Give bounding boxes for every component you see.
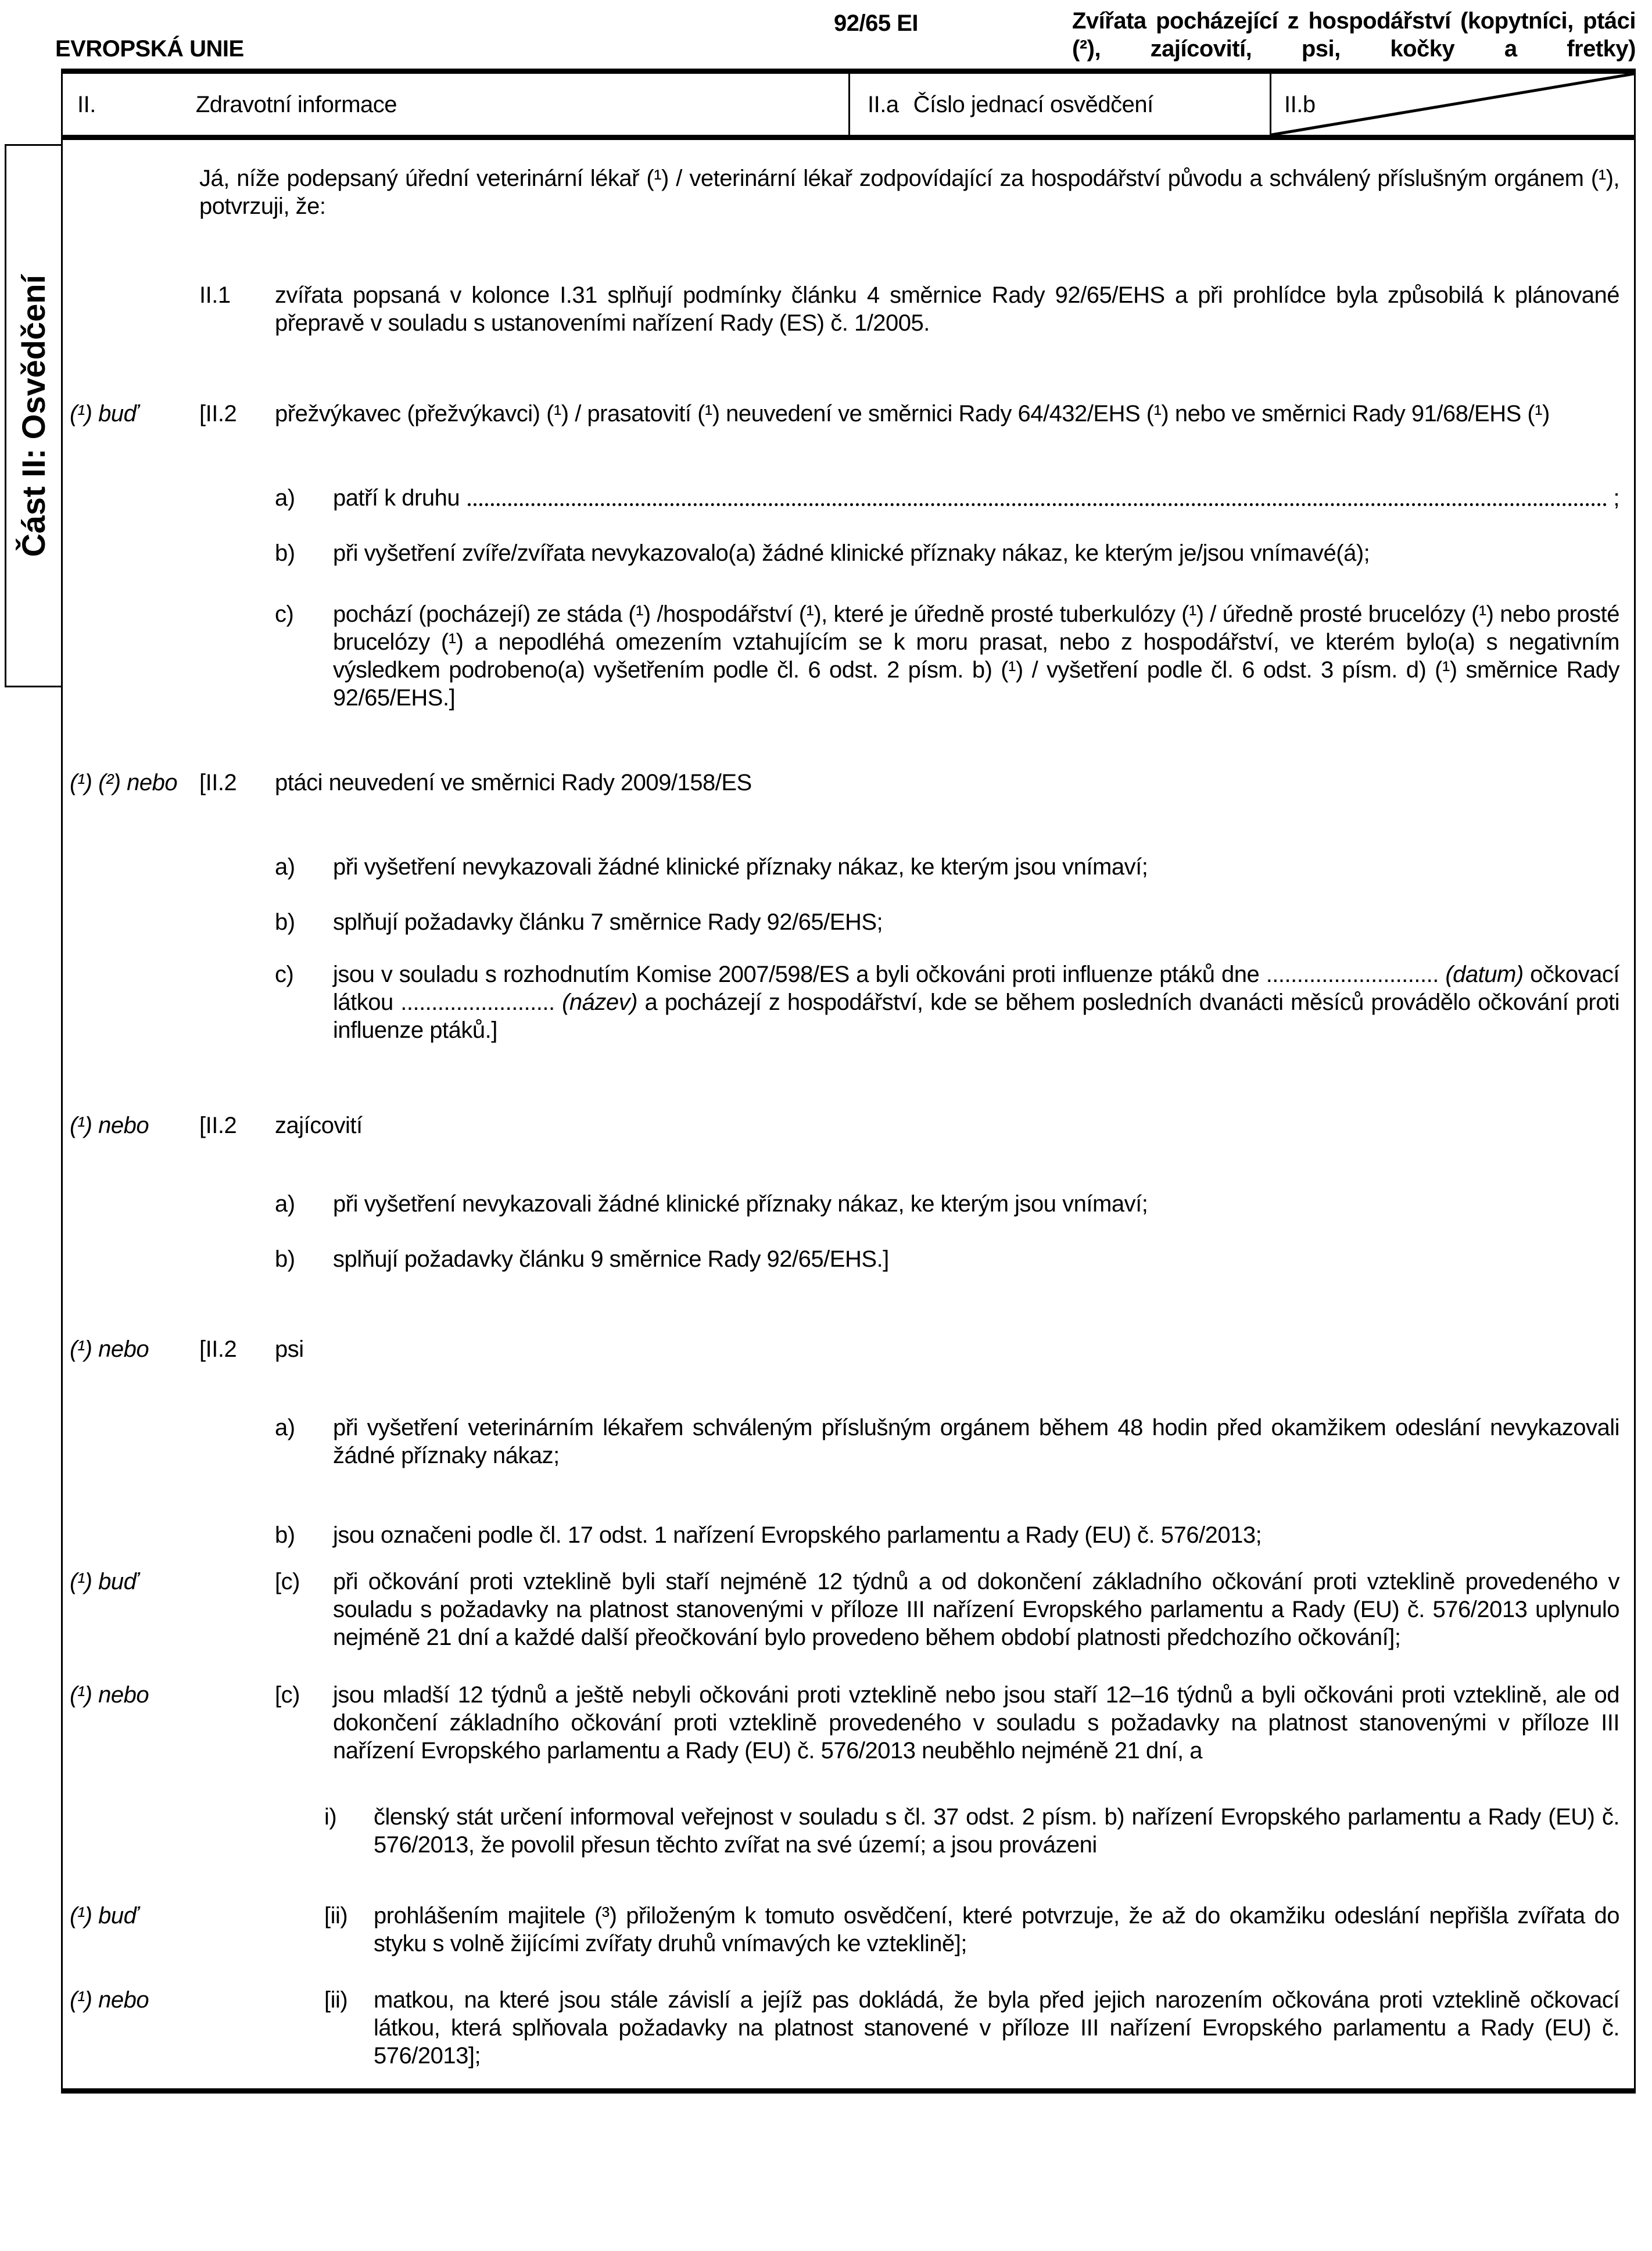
condition-label: (¹) buď [70, 401, 138, 426]
page-header [0, 0, 1652, 69]
clause-c-dogs-nebo-text: jsou mladší 12 týdnů a ještě nebyli očkováni proti vzteklině nebo jsou staří 12–16 týdnů a byli očkováni proti vzteklině, ale od dokončení základního očkování proti vzteklině provedeného v souladu s požadavky na platnost stanovenými v příloze III nařízení Evropského parlamentu a Rady (EU) č. 576/2013 neuběhlo nejméně 21 dní, a [333, 1682, 1619, 1763]
clause-a-dogs [63, 1414, 1619, 1469]
clause-b-lagomorphs [63, 1245, 1619, 1273]
condition-label: (¹) nebo [70, 1987, 149, 2013]
section-number: II. [77, 91, 96, 117]
side-label-box [5, 144, 63, 687]
clause-letter: b) [275, 1246, 295, 1272]
certificate-ref-cell [848, 74, 1270, 135]
clause-a-ruminants-text: patří k druhu [333, 485, 460, 511]
clause-b-dogs [63, 1521, 1619, 1549]
item-II2-ruminants [63, 400, 1619, 428]
clause-ii-dogs-nebo [63, 1986, 1619, 2070]
iib-cell [1270, 74, 1636, 135]
certificate-body [61, 140, 1636, 2094]
item-II2-birds-text: ptáci neuvedení ve směrnici Rady 2009/158/ES [275, 770, 752, 795]
clause-letter: a) [275, 485, 295, 511]
condition-label: (¹) buď [70, 1903, 138, 1929]
clause-letter: c) [275, 601, 294, 627]
item-number: [II.2 [199, 1113, 237, 1138]
clause-a-dogs-text: při vyšetření veterinárním lékařem schváleným příslušným orgánem během 48 hodin před okamžikem odeslání nevykazovali žádné příznaky nákaz; [333, 1415, 1619, 1468]
certificate-code: 92/65 EI [834, 10, 919, 36]
clause-b-ruminants-text: při vyšetření zvíře/zvířata nevykazovalo(a) žádné klinické příznaky nákaz, ke kterým je/jsou vnímavé(á); [333, 540, 1370, 566]
ref-label: Číslo jednací osvědčení [913, 91, 1153, 117]
item-number: [II.2 [199, 770, 237, 795]
clause-c-birds-text [333, 960, 1619, 1044]
clause-numeral: [ii) [324, 1987, 348, 2013]
clause-letter: a) [275, 1191, 295, 1217]
clause-numeral: i) [324, 1804, 337, 1830]
item-II1-text: zvířata popsaná v kolonce I.31 splňují podmínky článku 4 směrnice Rady 92/65/EHS a při prohlídce byla způsobilá k plánované přepravě v souladu s ustanoveními nařízení Rady (ES) č. 1/2005. [275, 282, 1619, 336]
clause-letter: b) [275, 540, 295, 566]
clause-ii-dogs-nebo-text: matkou, na které jsou stále závislí a jejíž pas dokládá, že byla před jejich narozením očkována proti vzteklině očkovací látkou, která splňovala požadavky na platnost stanovené v příloze III nařízení Evropského parlamentu a Rady (EU) č. 576/2013]; [374, 1987, 1619, 2069]
clause-ii-dogs-bud [63, 1902, 1619, 1958]
clause-c-dogs-bud-text: při očkování proti vzteklině byli staří nejméně 12 týdnů a od dokončení základního očkování proti vzteklině provedeného v souladu s požadavky na platnost stanovenými v příloze III nařízení Evropského parlamentu a Rady (EU) č. 576/2013 uplynulo nejméně 21 dní a každé další přeočkování bylo provedeno během období platnosti předchozího očkování]; [333, 1569, 1619, 1650]
item-II1 [63, 281, 1619, 337]
condition-label: (¹) nebo [70, 1682, 149, 1708]
condition-label: (¹) nebo [70, 1336, 149, 1362]
item-II2-lagomorphs [63, 1112, 1619, 1139]
info-header-row [61, 69, 1636, 140]
clause-a-lagomorphs [63, 1190, 1619, 1218]
side-label: Část II: Osvědčení [15, 274, 52, 557]
clause-c-birds-part1: jsou v souladu s rozhodnutím Komise 2007/598/ES a byli očkováni proti influenze ptáků dne ............................ [333, 962, 1439, 987]
clause-letter: c) [275, 962, 294, 987]
item-number: II.1 [199, 282, 231, 308]
intro-row [63, 164, 1619, 220]
item-number: [II.2 [199, 1336, 237, 1362]
item-II2-ruminants-text: přežvýkavec (přežvýkavci) (¹) / prasatovití (¹) neuvedení ve směrnici Rady 64/432/EHS (¹) nebo ve směrnici Rady 91/68/EHS (¹) [275, 401, 1550, 426]
diagonal-line [1271, 74, 1634, 135]
item-II2-birds [63, 769, 1619, 797]
clause-c-ruminants [63, 600, 1619, 712]
clause-c-birds [63, 960, 1619, 1044]
iib-number: II.b [1284, 91, 1316, 117]
clause-c-dogs-nebo [63, 1681, 1619, 1765]
item-II2-dogs-text: psi [275, 1336, 304, 1362]
clause-c-dogs-bud [63, 1568, 1619, 1651]
clause-b-lagomorphs-text: splňují požadavky článku 9 směrnice Rady 92/65/EHS.] [333, 1246, 889, 1272]
clause-a-ruminants-line [333, 484, 1619, 512]
clause-letter: b) [275, 909, 295, 935]
health-info-cell [61, 74, 848, 135]
clause-c-ruminants-text: pochází (pocházejí) ze stáda (¹) /hospodářství (¹), které je úředně prosté tuberkulózy (¹) / úředně prosté brucelózy (¹) nebo prosté brucelózy (¹) a nepodléhá omezením vztahujícím se k moru prasat, nebo z hospodářství, ve kterém bylo(a) s negativním výsledkem podrobeno(a) vyšetřením podle čl. 6 odst. 2 písm. b) (¹) / vyšetření podle čl. 6 odst. 3 písm. d) (¹) směrnice Rady 92/65/EHS.] [333, 601, 1619, 711]
item-number: [II.2 [199, 401, 237, 426]
clause-b-ruminants [63, 539, 1619, 567]
item-II2-lagomorphs-text: zajícovití [275, 1113, 363, 1138]
datum-placeholder-label: (datum) [1445, 962, 1524, 987]
ref-number: II.a [868, 91, 899, 117]
clause-numeral: [ii) [324, 1903, 348, 1929]
clause-letter: [c) [275, 1682, 300, 1708]
clause-a-ruminants-end: ; [1613, 485, 1619, 511]
condition-label: (¹) nebo [70, 1113, 149, 1138]
clause-a-ruminants [63, 484, 1619, 512]
item-II2-dogs [63, 1335, 1619, 1363]
clause-c-birds-part3: a pocházejí z hospodářství, kde se během posledních dvanácti měsíců provádělo očkování proti influenze ptáků.] [333, 990, 1619, 1043]
eu-label: EVROPSKÁ UNIE [55, 36, 244, 62]
condition-label: (¹) buď [70, 1569, 138, 1594]
clause-b-birds-text: splňují požadavky článku 7 směrnice Rady 92/65/EHS; [333, 909, 883, 935]
fill-in-dotted-line [468, 484, 1607, 506]
clause-a-birds-text: při vyšetření nevykazovali žádné klinické příznaky nákaz, ke kterým jsou vnímaví; [333, 854, 1148, 880]
clause-i-dogs [63, 1803, 1619, 1859]
clause-letter: a) [275, 1415, 295, 1440]
clause-letter: b) [275, 1522, 295, 1548]
clause-letter: a) [275, 854, 295, 880]
health-info-label: Zdravotní informace [195, 91, 397, 117]
clause-a-lagomorphs-text: při vyšetření nevykazovali žádné klinické příznaky nákaz, ke kterým jsou vnímaví; [333, 1191, 1148, 1217]
certificate-title: Zvířata pocházející z hospodářství (kopytníci, ptáci (²), zajícovití, psi, kočky a fretky) [1072, 8, 1636, 62]
clause-ii-dogs-bud-text: prohlášením majitele (³) přiloženým k tomuto osvědčení, které potvrzuje, že až do okamžiku odeslání nepřišla zvířata do styku s volně žijícími zvířaty druhů vnímavých ke vzteklině]; [374, 1903, 1619, 1956]
clause-letter: [c) [275, 1569, 300, 1594]
intro-text: Já, níže podepsaný úřední veterinární lékař (¹) / veterinární lékař zodpovídající za hospodářství původu a schválený příslušným orgánem (¹), potvrzuji, že: [199, 166, 1619, 219]
clause-c-birds-part2: očkovací látkou ......................... [333, 962, 1619, 1015]
condition-label: (¹) (²) nebo [70, 770, 178, 795]
nazev-placeholder-label: (název) [562, 990, 637, 1015]
clause-b-birds [63, 908, 1619, 936]
clause-b-dogs-text: jsou označeni podle čl. 17 odst. 1 nařízení Evropského parlamentu a Rady (EU) č. 576/2013; [333, 1522, 1262, 1548]
clause-i-dogs-text: členský stát určení informoval veřejnost v souladu s čl. 37 odst. 2 písm. b) nařízení Evropského parlamentu a Rady (EU) č. 576/2013, že povolil přesun těchto zvířat na své území; a jsou provázeni [374, 1804, 1619, 1858]
clause-a-birds [63, 853, 1619, 881]
